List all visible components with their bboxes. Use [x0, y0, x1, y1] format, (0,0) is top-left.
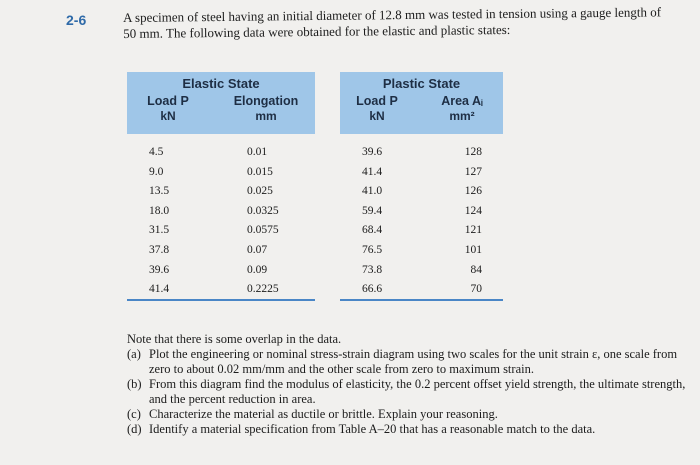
elastic-elongation-cell: 0.025 [247, 185, 273, 198]
plastic-area-cell: 84 [470, 263, 482, 276]
plastic-load-header [344, 94, 410, 124]
elastic-table-row [127, 281, 315, 301]
plastic-table-row [340, 144, 503, 164]
elastic-rows [127, 144, 315, 301]
note-item-label: (a) [127, 347, 141, 361]
elastic-bottom-rule [127, 299, 315, 301]
elastic-load-cell: 9.0 [149, 165, 164, 178]
plastic-header [340, 72, 503, 134]
elastic-table-row [127, 242, 315, 262]
elastic-load-cell: 37.8 [149, 243, 170, 256]
note-item-text: From this diagram find the modulus of elasticity, the 0.2 percent offset yield strength, the ultimate strength, and the percent reduction in area. [149, 377, 686, 406]
elastic-load-cell: 18.0 [149, 204, 170, 217]
elastic-title: Elastic State [182, 76, 260, 91]
elastic-load-label: Load P [147, 94, 189, 108]
plastic-load-cell: 73.8 [362, 263, 383, 276]
plastic-area-cell: 121 [464, 224, 482, 237]
elastic-table-row [127, 144, 315, 164]
elastic-load-cell: 41.4 [149, 283, 170, 296]
elastic-elongation-cell: 0.07 [247, 243, 268, 256]
note-item [127, 377, 687, 407]
elastic-elongation-label: Elongation [233, 94, 299, 108]
elastic-elongation-header [223, 94, 309, 124]
plastic-table-row [340, 262, 503, 282]
problem-notes [127, 332, 687, 437]
plastic-table-row [340, 281, 503, 301]
plastic-bottom-rule [340, 299, 503, 301]
elastic-load-header [133, 94, 203, 124]
plastic-load-cell: 41.4 [362, 165, 383, 178]
elastic-elongation-cell: 0.2225 [247, 283, 279, 296]
plastic-title: Plastic State [382, 76, 461, 91]
elastic-elongation-cell: 0.01 [247, 146, 268, 158]
plastic-load-unit: kN [369, 109, 385, 123]
plastic-table-row [340, 164, 503, 184]
note-item [127, 422, 687, 437]
plastic-load-cell: 41.0 [362, 185, 383, 198]
note-item-text: Plot the engineering or nominal stress-strain diagram using two scales for the unit strain ε, one scale from zero to about 0.02 mm/mm and the other scale from zero to maximum strain. [149, 347, 678, 376]
plastic-rows [340, 144, 503, 301]
elastic-table-row [127, 183, 315, 203]
plastic-table-row [340, 203, 503, 223]
plastic-table-row [340, 222, 503, 242]
note-item-label: (c) [127, 407, 141, 421]
elastic-elongation-cell: 0.0325 [247, 204, 279, 217]
elastic-load-cell: 4.5 [149, 146, 164, 158]
elastic-load-cell: 13.5 [149, 185, 170, 198]
elastic-table-row [127, 164, 315, 184]
plastic-load-cell: 59.4 [362, 204, 383, 217]
plastic-area-unit: mm² [449, 109, 475, 123]
plastic-load-cell: 76.5 [362, 243, 383, 256]
plastic-load-cell: 68.4 [362, 224, 383, 237]
note-item-label: (d) [127, 422, 142, 436]
plastic-area-cell: 128 [464, 146, 482, 158]
elastic-elongation-cell: 0.09 [247, 263, 268, 276]
plastic-area-cell: 101 [464, 243, 482, 256]
elastic-elongation-cell: 0.015 [247, 165, 273, 178]
plastic-load-label: Load P [356, 94, 398, 108]
elastic-table-row [127, 262, 315, 282]
elastic-elongation-unit: mm [255, 109, 277, 123]
plastic-table-row [340, 242, 503, 262]
elastic-load-cell: 39.6 [149, 263, 170, 276]
elastic-state-group [127, 72, 315, 301]
notes-list [127, 347, 687, 437]
note-item [127, 347, 687, 377]
elastic-load-unit: kN [160, 109, 176, 123]
plastic-area-cell: 70 [470, 283, 482, 296]
plastic-area-cell: 126 [464, 185, 482, 198]
note-item-text: Identify a material specification from Table A–20 that has a reasonable match to the data. [149, 422, 596, 436]
plastic-area-label: Area Aᵢ [441, 94, 483, 108]
notes-intro: Note that there is some overlap in the data. [127, 332, 342, 346]
plastic-area-cell: 124 [464, 204, 482, 217]
note-item-text: Characterize the material as ductile or brittle. Explain your reasoning. [149, 407, 498, 421]
note-item-label: (b) [127, 377, 142, 391]
elastic-header [127, 72, 315, 134]
elastic-table-row [127, 203, 315, 223]
plastic-load-cell: 66.6 [362, 283, 383, 296]
elastic-elongation-cell: 0.0575 [247, 224, 279, 237]
plastic-state-group [340, 72, 503, 301]
problem-statement: A specimen of steel having an initial diameter of 12.8 mm was tested in tension using a gauge length of 50 mm. The following data were obtained for the elastic and plastic states: [123, 4, 662, 41]
elastic-table-row [127, 222, 315, 242]
note-item [127, 407, 687, 422]
plastic-table-row [340, 183, 503, 203]
problem-number: 2-6 [66, 12, 87, 28]
plastic-load-cell: 39.6 [362, 146, 383, 158]
elastic-load-cell: 31.5 [149, 224, 170, 237]
plastic-area-cell: 127 [464, 165, 482, 178]
plastic-area-header [426, 94, 498, 124]
